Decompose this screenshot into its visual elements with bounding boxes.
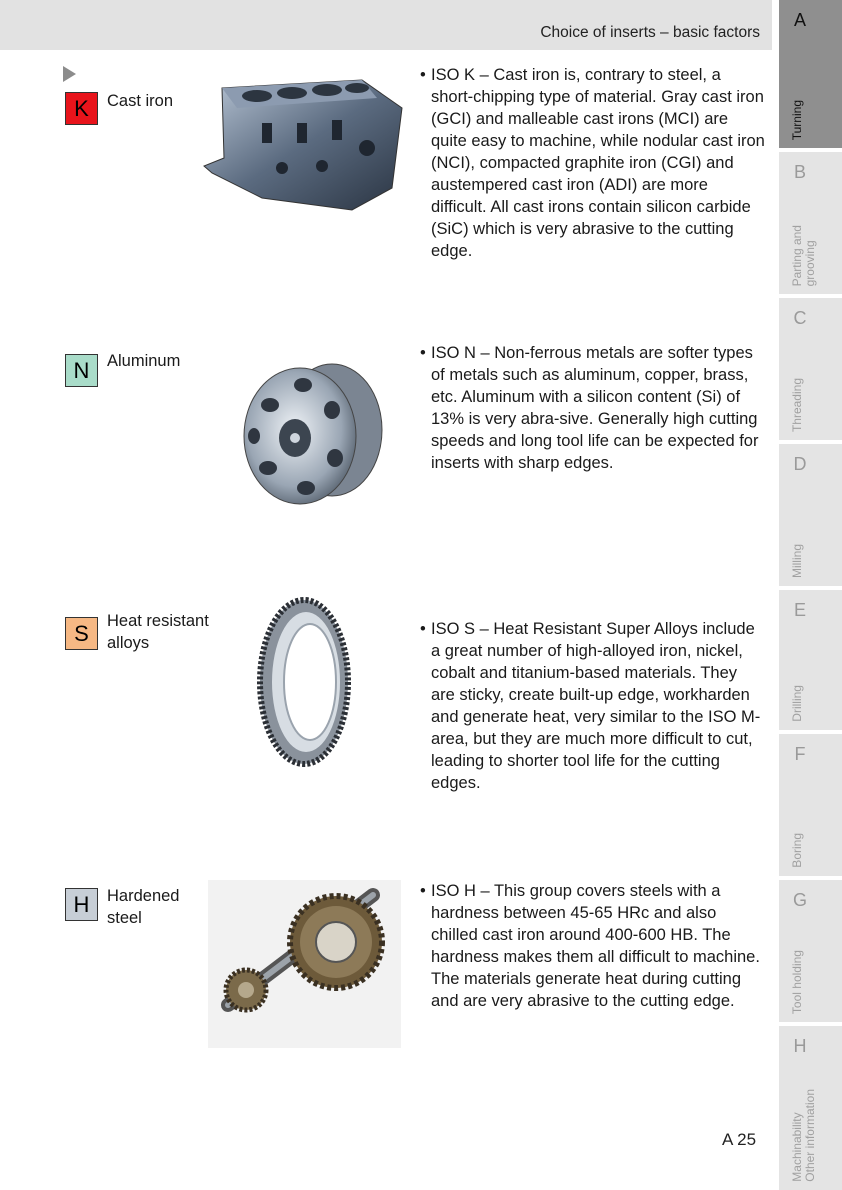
tab-turning[interactable]: [779, 0, 842, 148]
chapter-tabs: [779, 0, 842, 1190]
tab-label: [791, 544, 804, 578]
tab-letter: G: [792, 890, 807, 910]
play-arrow-icon: [63, 66, 76, 82]
tab-letter: H: [793, 1036, 807, 1056]
tab-label: [791, 225, 817, 286]
bullet: •: [420, 344, 426, 362]
tab-label-line: Milling: [790, 543, 804, 578]
tab-parting-and-grooving[interactable]: [779, 152, 842, 294]
material-label-line: Aluminum: [107, 352, 181, 370]
tab-label-line: Boring: [790, 833, 804, 868]
bullet: •: [420, 66, 426, 84]
description-text: ISO H – This group covers steels with a hardness between 45-65 HRc and also chilled cast iron around 400-600 HB. The hardness makes them all difficult to machine. The materials generate heat during cutting and are very abrasive to the cutting edge.: [431, 882, 760, 1010]
iso-h-badge: H: [65, 888, 98, 921]
iso-s-description: [420, 618, 765, 794]
tab-letter: E: [793, 600, 806, 620]
material-label: [107, 610, 237, 654]
material-label-line: Heat resistant: [107, 612, 209, 630]
iso-s-badge: S: [65, 617, 98, 650]
tab-label: [791, 833, 804, 868]
iso-n-badge: N: [65, 354, 98, 387]
description-text: ISO K – Cast iron is, contrary to steel, a short-chipping type of material. Gray cast iron (GCI) and malleable cast irons (MCI) are quite easy to machine, while nodular cast iron (NCI), compacted graphite iron (CGI) and austempered cast iron (ADI) are more difficult. All cast irons contain silicon carbide (SiC) which is very abrasive to the cutting edge.: [431, 66, 765, 260]
iso-n-description: [420, 342, 765, 474]
description-text: ISO N – Non-ferrous metals are softer types of metals such as aluminum, copper, brass, etc. Aluminum with a silicon content (Si) of 13% is very abra-sive. Generally high cutting speeds and long tool life can be expected for inserts with sharp edges.: [431, 344, 759, 472]
tab-milling[interactable]: [779, 444, 842, 586]
page-title: Choice of inserts – basic factors: [540, 24, 760, 41]
tab-label-line: Parting and: [790, 224, 804, 286]
material-label-line: steel: [107, 909, 142, 927]
material-label-line: Hardened: [107, 887, 180, 905]
tab-label: [791, 685, 804, 722]
tab-label-line: grooving: [803, 239, 817, 286]
aluminum-wheel-image: [240, 360, 388, 508]
gear-shaft-image: [208, 880, 401, 1048]
tab-letter: F: [794, 744, 806, 764]
tab-label: [791, 100, 804, 140]
tab-label: [791, 378, 804, 432]
tab-boring[interactable]: [779, 734, 842, 876]
tab-label-line: Threading: [790, 377, 804, 432]
tab-label: [791, 950, 804, 1014]
material-label: [107, 350, 237, 372]
material-label-line: alloys: [107, 634, 150, 652]
tab-drilling[interactable]: [779, 590, 842, 730]
tab-machinability-other-information[interactable]: [779, 1026, 842, 1190]
description-text: ISO S – Heat Resistant Super Alloys include a great number of high-alloyed iron, nickel, cobalt and titanium-based materials. They are sticky, create built-up edge, workharden and generate heat, very similar to the ISO M-area, but they are much more difficult to cut, leading to shorter tool life for the cutting edges.: [431, 620, 761, 792]
tab-label-line: Tool holding: [790, 949, 804, 1014]
page-number: A 25: [722, 1130, 757, 1149]
tab-threading[interactable]: [779, 298, 842, 440]
turbine-disc-image: [254, 596, 352, 768]
bullet: •: [420, 620, 426, 638]
tab-tool-holding[interactable]: [779, 880, 842, 1022]
engine-block-image: [202, 78, 404, 216]
tab-label-line: Machinability: [790, 1112, 804, 1182]
tab-label-line: Drilling: [790, 685, 804, 722]
tab-letter: A: [793, 10, 806, 30]
tab-letter: C: [793, 308, 807, 328]
tab-label-line: Other information: [803, 1089, 817, 1182]
tab-label: [791, 1089, 817, 1182]
bullet: •: [420, 882, 426, 900]
tab-letter: B: [793, 162, 806, 182]
tab-letter: D: [793, 454, 807, 474]
material-label-line: Cast iron: [107, 92, 174, 110]
iso-k-badge: K: [65, 92, 98, 125]
header-bar: [0, 0, 772, 50]
iso-h-description: [420, 880, 765, 1012]
tab-label-line: Turning: [790, 99, 804, 140]
iso-k-description: [420, 64, 765, 262]
